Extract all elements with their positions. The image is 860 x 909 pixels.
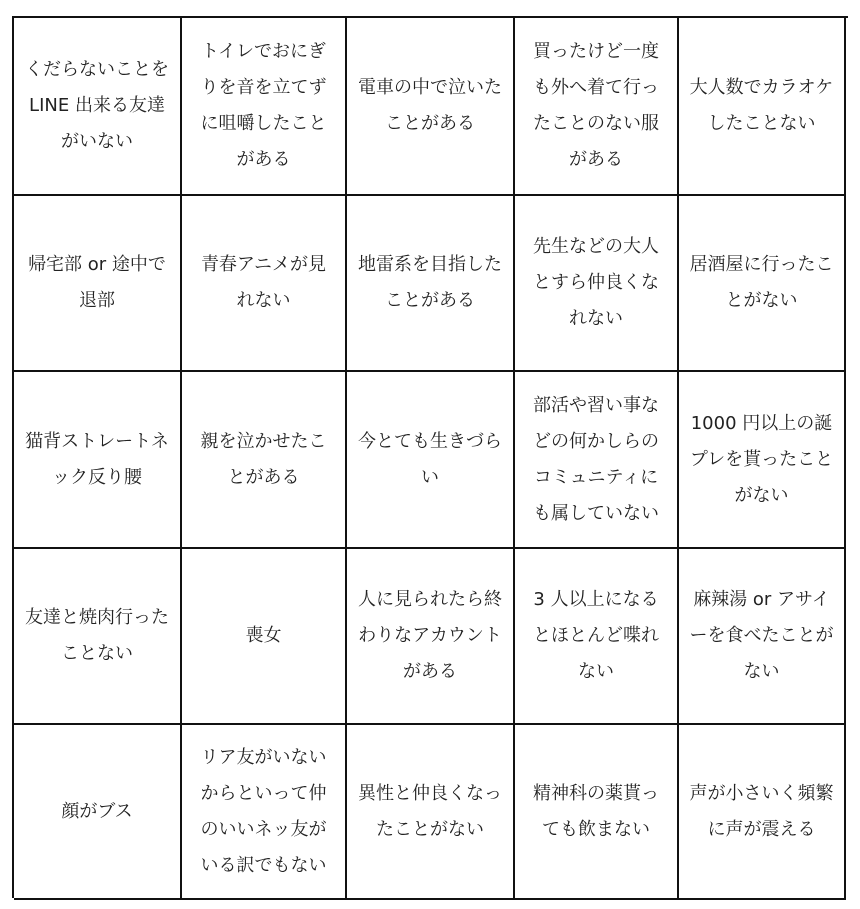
bingo-cell-text: 3 人以上になるとほとんど喋れない — [533, 589, 659, 682]
bingo-cell-text: 部活や習い事などの何かしらのコミュニティにも属していない — [533, 394, 659, 524]
bingo-cell — [515, 372, 679, 549]
bingo-cell-text: 先生などの大人とすら仲良くなれない — [533, 236, 659, 329]
bingo-cell — [347, 196, 515, 372]
bingo-cell — [182, 549, 347, 725]
bingo-cell — [515, 549, 679, 725]
bingo-cell — [679, 372, 846, 549]
bingo-cell — [515, 725, 679, 900]
bingo-cell — [679, 18, 846, 196]
bingo-cell — [182, 18, 347, 196]
bingo-cell — [14, 725, 182, 900]
bingo-cell-text: 精神科の薬貰っても飲まない — [533, 782, 659, 840]
bingo-cell — [515, 18, 679, 196]
bingo-cell — [679, 549, 846, 725]
bingo-cell — [182, 725, 347, 900]
bingo-cell-text: くだらないことをLINE 出来る友達がいない — [25, 59, 169, 152]
bingo-cell-text: 猫背ストレートネック反り腰 — [25, 430, 169, 488]
bingo-cell-text: 今とても生きづらい — [358, 430, 502, 488]
bingo-cell-text: リア友がいないからといって仲のいいネッ友がいる訳でもない — [200, 746, 327, 876]
bingo-cell-text: 友達と焼肉行ったことない — [25, 607, 169, 664]
bingo-cell-text: 親を泣かせたことがある — [200, 430, 327, 488]
bingo-cell-text: 電車の中で泣いたことがある — [358, 77, 502, 134]
bingo-cell-text: 人に見られたら終わりなアカウントがある — [358, 589, 502, 682]
bingo-cell-text: 大人数でカラオケしたことない — [689, 77, 834, 134]
bingo-cell — [347, 725, 515, 900]
bingo-cell — [347, 549, 515, 725]
bingo-cell-text: 1000 円以上の誕プレを貰ったことがない — [689, 412, 834, 506]
bingo-cell-text: 異性と仲良くなったことがない — [358, 782, 502, 840]
bingo-cell — [347, 18, 515, 196]
bingo-cell — [14, 549, 182, 725]
bingo-cell-text: 声が小さいく頻繁に声が震える — [689, 782, 834, 840]
bingo-cell-text: 買ったけど一度も外へ着て行ったことのない服がある — [533, 41, 659, 170]
bingo-cell-text: 喪女 — [245, 625, 282, 646]
bingo-cell — [679, 725, 846, 900]
bingo-cell — [182, 196, 347, 372]
bingo-cell — [14, 372, 182, 549]
bingo-grid — [12, 16, 848, 898]
bingo-cell-text: 青春アニメが見れない — [200, 254, 327, 311]
bingo-cell — [14, 196, 182, 372]
bingo-cell-text: トイレでおにぎりを音を立てずに咀嚼したことがある — [200, 41, 327, 170]
bingo-cell-text: 麻辣湯 or アサイーを食べたことがない — [689, 589, 834, 682]
bingo-cell — [347, 372, 515, 549]
bingo-cell — [515, 196, 679, 372]
bingo-cell-text: 顔がブス — [61, 800, 133, 822]
bingo-cell-text: 居酒屋に行ったことがない — [689, 254, 834, 311]
bingo-cell — [182, 372, 347, 549]
bingo-cell-text: 地雷系を目指したことがある — [358, 254, 502, 311]
bingo-cell-text: 帰宅部 or 途中で退部 — [28, 254, 166, 311]
bingo-cell — [14, 18, 182, 196]
bingo-cell — [679, 196, 846, 372]
